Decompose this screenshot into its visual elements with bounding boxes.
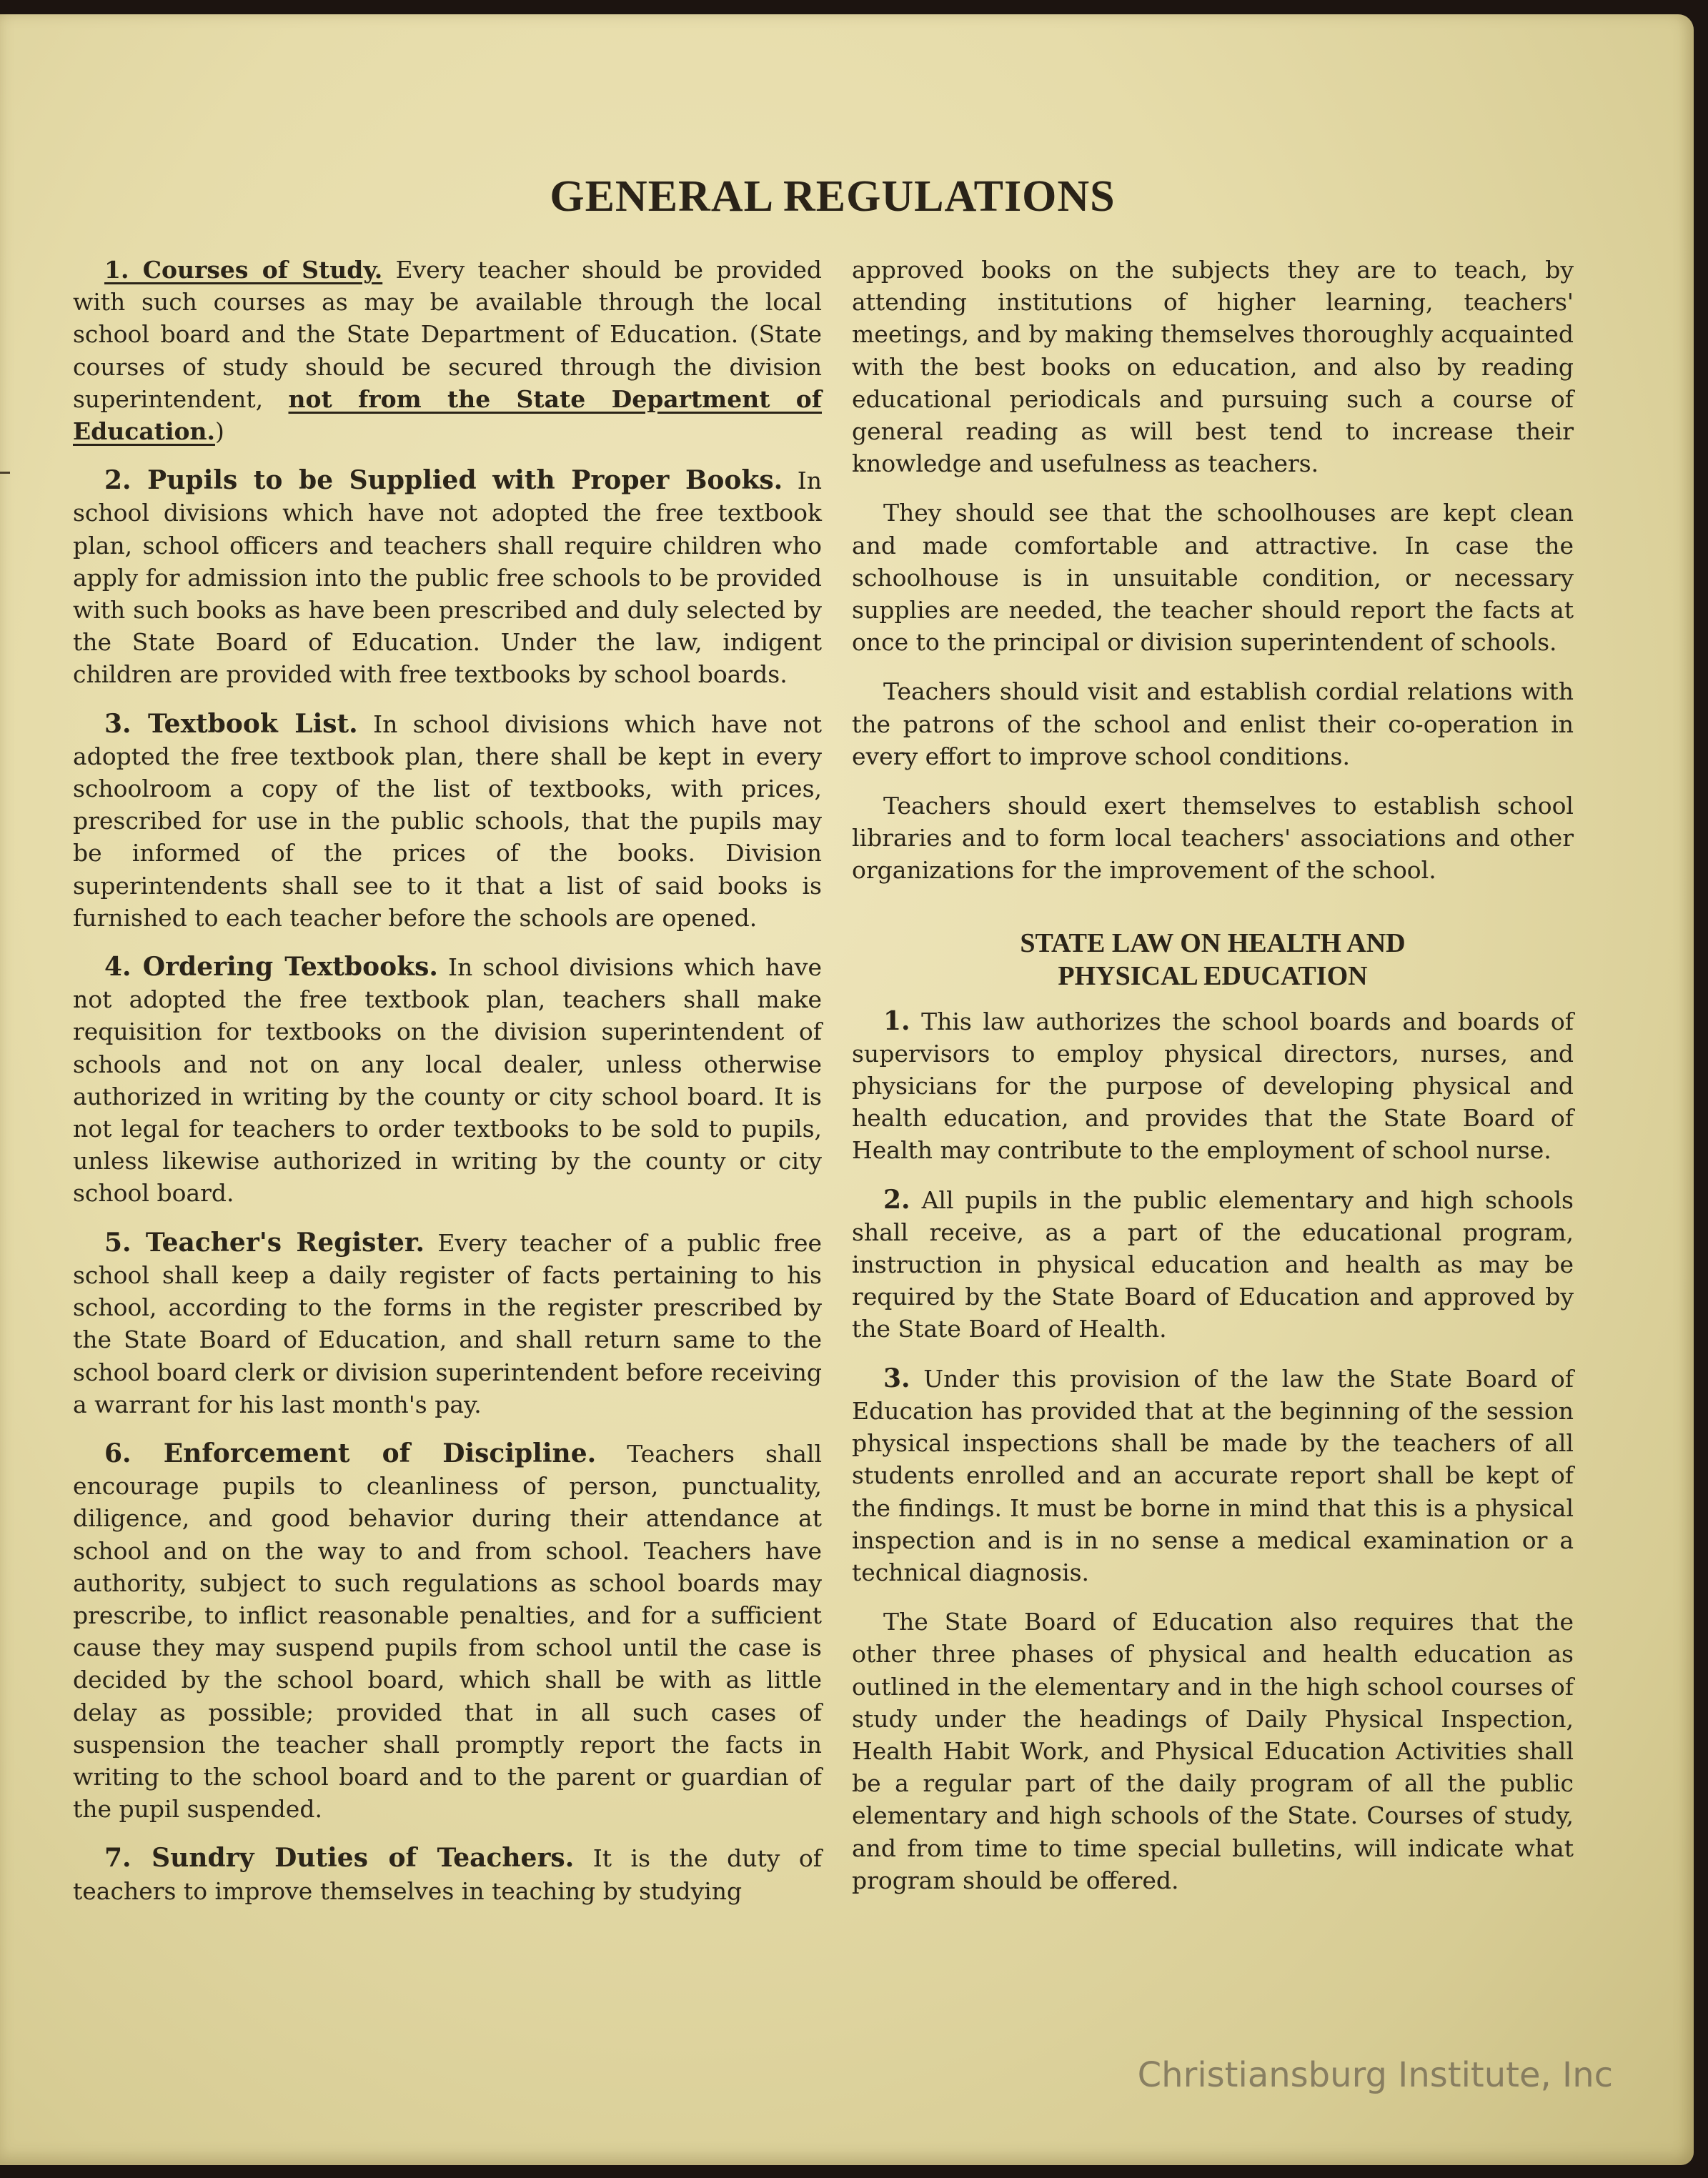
duties-paragraph-3: Teachers should exert themselves to establish school libraries and to form local teachers' associations and other organizations for the improvement of the school. xyxy=(852,792,1574,885)
regulation-6-body: Teachers shall encourage pupils to cleanliness of person, punctuality, diligence, and good behavior during their attendance at school and on the way to and from school. Teachers have authority, subject to such regulations as school boards may prescribe, to inflict reasonable penalties, and for a sufficient cause they may suspend pupils from school until the case is decided by the school board, which shall be with as little delay as possible; provided that in all such cases of suspension the teacher shall promptly report the facts in writing to the school board and to the parent or guardian of the pupil suspended. xyxy=(73,1439,822,1824)
regulation-5 xyxy=(73,1227,822,1421)
regulation-6-heading: 6. Enforcement of Discipline. xyxy=(104,1438,597,1468)
duties-paragraph-1: They should see that the schoolhouses are kept clean and made comfortable and attractive. In case the schoolhouse is in unsuitable condition, or necessary supplies are needed, the teacher should report the facts at once to the principal or division superintendent of schools. xyxy=(852,499,1574,657)
health-item-3-number: 3. xyxy=(883,1363,910,1393)
health-section-title xyxy=(852,927,1574,993)
regulation-7-continuation: approved books on the subjects they are to teach, by attending institutions of higher learning, teachers' meetings, and by making themselves thoroughly acquainted with the best books on education, and also by reading educational periodicals and pursuing such a course of general reading as will best tend to increase their knowledge and usefulness as teachers. xyxy=(852,256,1574,478)
health-item-2 xyxy=(852,1184,1574,1346)
regulation-1-heading: 1. Courses of Study. xyxy=(104,256,383,284)
edge-tick-mark xyxy=(0,472,10,474)
document-page xyxy=(0,14,1694,2165)
regulation-3-body: In school divisions which have not adopted the free textbook plan, there shall be kept in every schoolroom a copy of the list of textbooks, with prices, prescribed for use in the public schools, that the pupils may be informed of the prices of the books. Division superintendents shall see to it that a list of said books is furnished to each teacher before the schools are opened. xyxy=(73,710,822,932)
regulation-2 xyxy=(73,464,822,690)
regulation-3 xyxy=(73,708,822,934)
health-item-1 xyxy=(852,1005,1574,1167)
duties-paragraph-2: Teachers should visit and establish cordial relations with the patrons of the school and enlist their co-operation in every effort to improve school conditions. xyxy=(852,677,1574,770)
regulation-1-emphasis: not from the State Department of Education. xyxy=(73,384,822,446)
health-item-3 xyxy=(852,1363,1574,1588)
regulation-1-tail: ) xyxy=(214,417,224,446)
health-closing-paragraph: The State Board of Education also requires that the other three phases of physical and health education as outlined in the elementary and in the high school courses of study under the headings of Daily Physical Inspection, Health Habit Work, and Physical Education Activities shall be a regular part of the daily program of all the public elementary and high schools of the State. Courses of study, and from time to time special bulletins, will indicate what program should be offered. xyxy=(852,1608,1574,1894)
health-section-title-line2: PHYSICAL EDUCATION xyxy=(1058,960,1368,991)
regulation-4-body: In school divisions which have not adopted the free textbook plan, teachers shall make requisition for textbooks on the division superintendent of schools and not on any local dealer, unless otherwise authorized in writing by the county or city school board. It is not legal for teachers to order textbooks to be sold to pupils, unless likewise authorized in writing by the county or city school board. xyxy=(73,953,822,1208)
regulation-4 xyxy=(73,951,822,1210)
left-column xyxy=(73,254,822,1924)
health-item-2-body: All pupils in the public elementary and high schools shall receive, as a part of the educational program, instruction in physical education and health as may be required by the State Board of Education and approved by the State Board of Health. xyxy=(852,1185,1574,1343)
health-item-1-body: This law authorizes the school boards and boards of supervisors to employ physical directors, nurses, and physicians for the purpose of developing physical and health education, and provides that the State Board of Health may contribute to the employment of school nurse. xyxy=(852,1007,1574,1165)
regulation-7 xyxy=(73,1842,822,1906)
regulation-5-body: Every teacher of a public free school shall keep a daily register of facts pertaining to his school, according to the forms in the register prescribed by the State Board of Education, and shall return same to the school board clerk or division superintendent before receiving a warrant for his last month's pay. xyxy=(73,1228,822,1418)
health-item-3-body: Under this provision of the law the State Board of Education has provided that at the beginning of the session physical inspections shall be made by the teachers of all students enrolled and an accurate report shall be kept of the findings. It must be borne in mind that this is a physical inspection and is in no sense a medical examination or a technical diagnosis. xyxy=(852,1364,1574,1586)
regulation-4-heading: 4. Ordering Textbooks. xyxy=(104,952,438,983)
regulation-7-body: It is the duty of teachers to improve themselves in teaching by studying xyxy=(73,1844,822,1905)
health-section-title-line1: STATE LAW ON HEALTH AND xyxy=(1020,928,1406,958)
regulation-3-heading: 3. Textbook List. xyxy=(104,708,358,739)
regulation-6 xyxy=(73,1438,822,1825)
regulation-1 xyxy=(73,254,822,447)
regulation-5-heading: 5. Teacher's Register. xyxy=(104,1227,425,1258)
health-item-1-number: 1. xyxy=(883,1005,910,1036)
health-item-2-number: 2. xyxy=(883,1184,910,1215)
regulation-2-heading: 2. Pupils to be Supplied with Proper Books. xyxy=(104,465,783,496)
regulation-7-heading: 7. Sundry Duties of Teachers. xyxy=(104,1843,575,1874)
right-column xyxy=(852,254,1574,1914)
regulation-2-body: In school divisions which have not adopted the free textbook plan, school officers and teachers shall require children who apply for admission into the public free schools to be provided with such books as have been prescribed and duly selected by the State Board of Education. Under the law, indigent children are provided with free textbooks by school boards. xyxy=(73,467,822,689)
page-title: GENERAL REGULATIONS xyxy=(550,172,1116,221)
watermark: Christiansburg Institute, Inc xyxy=(1137,2055,1613,2095)
regulation-1-body: Every teacher should be provided with such courses as may be available through the local school board and the State Department of Education. (State courses of study should be secured through the division superintendent, xyxy=(73,256,823,413)
